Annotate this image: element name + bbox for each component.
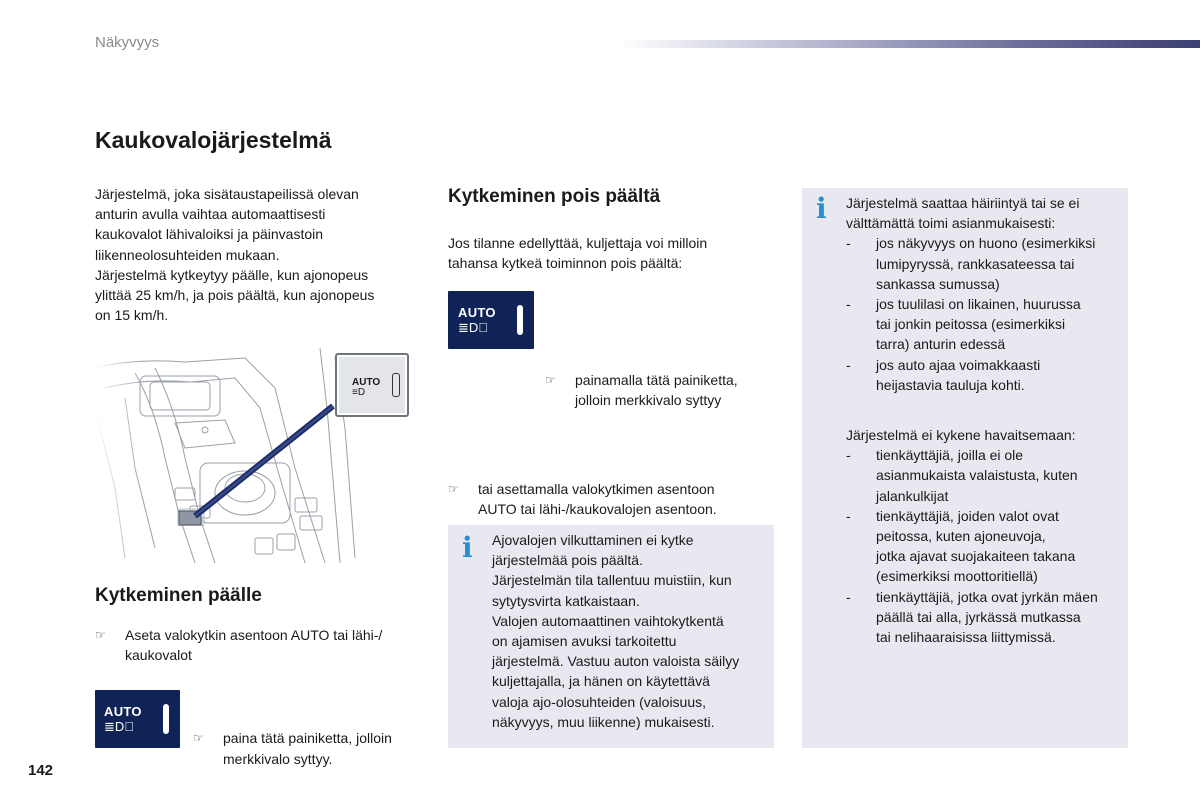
intro-paragraph <box>95 184 425 325</box>
list-item: - jos auto ajaa voimakkaasti heijastavia tauluja kohti. <box>846 355 1126 395</box>
off-step-2-line: AUTO tai lähi-/kaukovalojen asentoon. <box>478 501 717 518</box>
list-item-line: (esimerkiksi moottoritiellä) <box>876 568 1038 585</box>
intro-line: Järjestelmä kytkeytyy päälle, kun ajonopeus <box>95 266 369 283</box>
off-step-1 <box>545 370 815 410</box>
info-line: valoja ajo-olosuhteiden (valoisuus, <box>492 693 707 710</box>
auto-button-zoom <box>335 353 409 417</box>
info-line: Järjestelmä ei kykene havaitsemaan: <box>846 427 1076 444</box>
auto-button-zoom-label: AUTO <box>352 377 381 388</box>
hand-pointer-icon: ☞ <box>95 628 106 642</box>
info-middle-text <box>492 530 772 732</box>
on-step-2-line: paina tätä painiketta, jolloin <box>223 730 392 747</box>
list-item-line: jos tuulilasi on likainen, huurussa <box>876 296 1081 313</box>
console-illustration <box>95 348 415 566</box>
list-item-line: tienkäyttäjiä, joiden valot ovat <box>876 507 1059 524</box>
info-line: sytytysvirta katkaistaan. <box>492 592 640 609</box>
info-line: on ajamisen avuksi tarkoitettu <box>492 633 677 650</box>
list-item-line: jalankulkijat <box>876 487 949 504</box>
indicator-lamp <box>163 704 169 734</box>
info-box-right <box>802 188 1128 748</box>
off-step-1-line: painamalla tätä painiketta, <box>575 371 738 388</box>
list-item-line: lumipyryssä, rankkasateessa tai <box>876 255 1075 272</box>
info-line: järjestelmää pois päältä. <box>492 552 643 569</box>
info-icon: i <box>462 531 473 564</box>
info-line: Järjestelmä saattaa häiriintyä tai se ei <box>846 195 1080 211</box>
list-item-line: tarra) anturin edessä <box>876 336 1006 353</box>
list-item-line: peitossa, kuten ajoneuvoja, <box>876 528 1046 545</box>
intro-line: liikenneolosuhteiden mukaan. <box>95 246 280 263</box>
info-line: Järjestelmän tila tallentuu muistiin, kun <box>492 572 732 589</box>
section-title: Näkyvyys <box>95 34 160 51</box>
info-box-middle <box>448 525 774 748</box>
list-item-line: päällä tai alla, jyrkässä mutkassa <box>876 608 1081 625</box>
list-item-line: tai jonkin peitossa (esimerkiksi <box>876 316 1066 333</box>
indicator-lamp <box>392 373 400 397</box>
off-step-2-line: tai asettamalla valokytkimen asentoon <box>478 481 715 498</box>
list-item-line: tai nelihaaraisissa liittymissä. <box>876 629 1056 646</box>
off-intro-line: tahansa kytkeä toiminnon pois päältä: <box>448 255 683 272</box>
info-right-text <box>846 193 1126 647</box>
list-item: - tienkäyttäjiä, joiden valot ovat peitossa, kuten ajoneuvoja, jotka ajavat suojakaiteen takana (esimerkiksi moottoritiellä) <box>846 506 1126 587</box>
info-line: kuljettajalla, ja hänen on käytettävä <box>492 673 710 690</box>
auto-button-label: AUTO <box>458 305 496 320</box>
list-item-line: tienkäyttäjiä, jotka ovat jyrkän mäen <box>876 588 1098 605</box>
auto-button-label: AUTO <box>104 704 142 719</box>
high-beam-icon: ≣D⃕ <box>458 320 489 335</box>
list-item-line: jotka ajavat suojakaiteen takana <box>876 548 1076 565</box>
info-line: Ajovalojen vilkuttaminen ei kytke <box>492 532 694 548</box>
on-step-1 <box>95 625 455 665</box>
intro-line: ylittää 25 km/h, ja pois päältä, kun ajonopeus <box>95 287 375 304</box>
list-item: - jos tuulilasi on likainen, huurussa tai jonkin peitossa (esimerkiksi tarra) anturin edessä <box>846 294 1126 355</box>
list-item: - tienkäyttäjiä, jotka ovat jyrkän mäen päällä tai alla, jyrkässä mutkassa tai nelihaaraisissa liittymissä. <box>846 587 1126 648</box>
intro-line: Järjestelmä, joka sisätaustapeilissä olevan <box>95 186 359 202</box>
list-item-line: jos näkyvyys on huono (esimerkiksi <box>876 235 1096 252</box>
header-bar <box>620 40 1200 48</box>
page-title: Kaukovalojärjestelmä <box>95 127 332 153</box>
list-item-line: heijastavia tauluja kohti. <box>876 376 1025 393</box>
on-step-2-line: merkkivalo syttyy. <box>223 750 333 767</box>
off-step-1-line: jolloin merkkivalo syttyy <box>575 392 722 409</box>
off-intro-line: Jos tilanne edellyttää, kuljettaja voi milloin <box>448 235 708 251</box>
high-beam-icon: ≡D <box>352 387 366 398</box>
list-item: - tienkäyttäjiä, joilla ei ole asianmukaista valaistusta, kuten jalankulkijat <box>846 445 1126 506</box>
off-intro <box>448 233 778 273</box>
on-step-1-line: kaukovalot <box>125 647 192 664</box>
list-item-line: tienkäyttäjiä, joilla ei ole <box>876 447 1024 464</box>
on-step-2 <box>193 728 463 768</box>
list-item-line: sankassa sumussa) <box>876 275 1000 292</box>
info-line: välttämättä toimi asianmukaisesti: <box>846 215 1056 232</box>
info-line: Valojen automaattinen vaihtokytkentä <box>492 612 724 629</box>
hand-pointer-icon: ☞ <box>545 372 556 387</box>
info-line: järjestelmä. Vastuu auton valoista säilyy <box>492 653 740 670</box>
list-item-line: jos auto ajaa voimakkaasti <box>876 356 1041 373</box>
list-item: - jos näkyvyys on huono (esimerkiksi lumipyryssä, rankkasateessa tai sankassa sumussa) <box>846 233 1126 294</box>
hand-pointer-icon: ☞ <box>193 731 204 746</box>
on-section-title: Kytkeminen päälle <box>95 585 262 606</box>
intro-line: kaukovalot lähivaloiksi ja päinvastoin <box>95 226 324 243</box>
list-item-line: asianmukaista valaistusta, kuten <box>876 467 1078 484</box>
hand-pointer-icon: ☞ <box>448 482 459 497</box>
off-section-title: Kytkeminen pois päältä <box>448 186 661 207</box>
indicator-lamp <box>517 305 523 335</box>
intro-line: anturin avulla vaihtaa automaattisesti <box>95 206 326 223</box>
auto-button-image <box>448 291 534 349</box>
auto-button-image <box>95 690 180 748</box>
info-line: näkyvyys, muu liikenne) mukaisesti. <box>492 713 715 730</box>
high-beam-icon: ≣D⃕ <box>104 719 135 734</box>
intro-line: on 15 km/h. <box>95 307 169 324</box>
off-step-2 <box>448 479 808 519</box>
info-icon: i <box>816 192 827 225</box>
on-step-1-line: Aseta valokytkin asentoon AUTO tai lähi-/ <box>125 627 383 643</box>
page-number: 142 <box>28 762 54 779</box>
